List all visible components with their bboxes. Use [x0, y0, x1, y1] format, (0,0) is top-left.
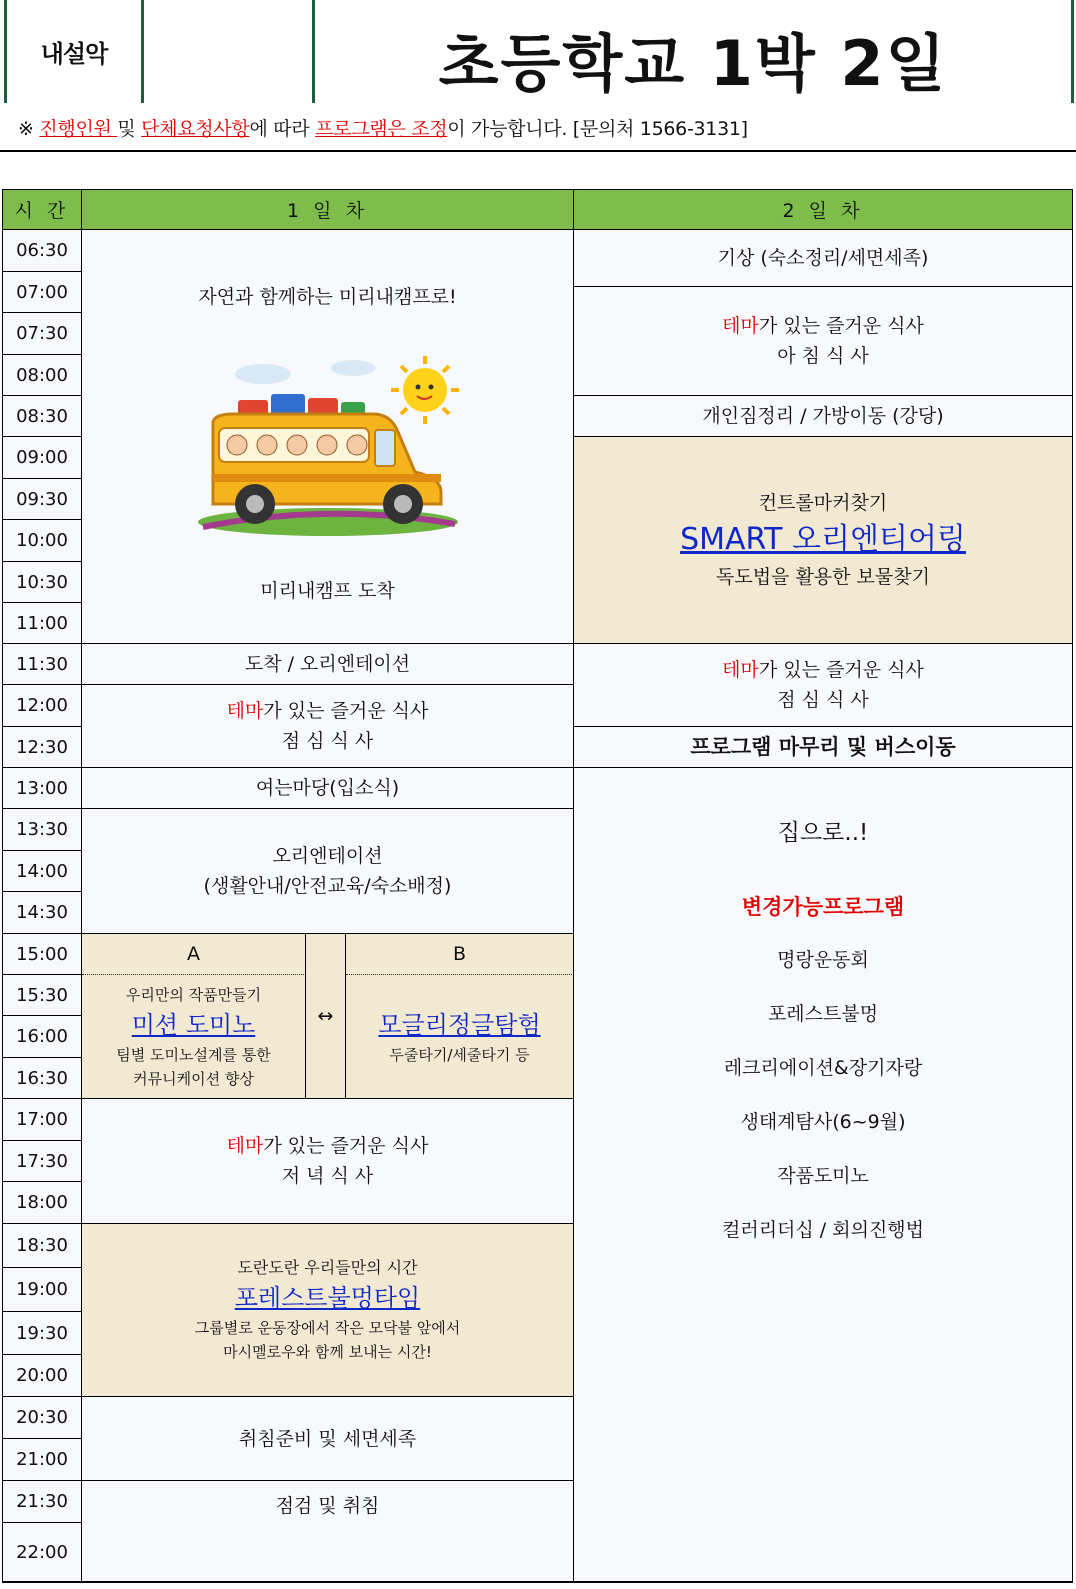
breakfast-theme-text: 가 있는 즐거운 식사: [758, 315, 924, 337]
time-slot: 19:00: [3, 1268, 82, 1312]
time-slot: 18:00: [3, 1182, 82, 1224]
dinner-name: 저 녁 식 사: [281, 1165, 374, 1187]
mission-domino-desc-1: 팀별 도미노설계를 통한: [116, 1045, 271, 1064]
school-bus-icon: [193, 352, 463, 546]
time-slot: 11:30: [3, 644, 82, 685]
day2-wrapup: 프로그램 마무리 및 버스이동: [574, 727, 1072, 768]
time-slot: 16:00: [3, 1016, 82, 1058]
program-mission-domino: [82, 975, 306, 1099]
time-slot: 21:30: [3, 1481, 82, 1523]
day1-bedtime: 점검 및 취침: [82, 1481, 574, 1582]
time-slot: 21:00: [3, 1439, 82, 1481]
time-slot: 11:00: [3, 603, 82, 644]
program-smart-orienteering: [574, 437, 1072, 644]
time-slot: 09:00: [3, 437, 82, 479]
d2-lunch-name: 점 심 식 사: [777, 689, 869, 711]
time-slot: 14:00: [3, 851, 82, 892]
time-slot: 06:30: [3, 230, 82, 272]
time-slot: 07:00: [3, 272, 82, 313]
notice-text-1: 및: [117, 118, 142, 140]
day1-orientation2: [82, 809, 574, 934]
day1-bedtime-prep: 취침준비 및 세면세족: [82, 1397, 574, 1481]
dinner-theme-text: 가 있는 즐거운 식사: [263, 1135, 429, 1157]
d2-lunch-theme-red: 테마: [722, 659, 759, 681]
time-slot: 22:00: [3, 1523, 82, 1582]
time-slot: 20:00: [3, 1355, 82, 1397]
notice-text-3: 이 가능합니다. [문의처 1566-3131]: [447, 118, 748, 140]
time-slot: 08:30: [3, 396, 82, 437]
day2-home: [574, 768, 1072, 1582]
day2-lunch: [574, 644, 1072, 727]
orientation2-title: 오리엔테이션: [272, 845, 383, 867]
time-slot: 17:00: [3, 1099, 82, 1141]
time-slot: 15:00: [3, 934, 82, 975]
arrival-label: 미리내캠프 도착: [260, 580, 395, 602]
time-slot: 13:30: [3, 809, 82, 851]
breakfast-theme-red: 테마: [722, 315, 759, 337]
lunch-theme-red: 테마: [226, 700, 264, 722]
divider: [0, 150, 1076, 152]
time-slot: 10:00: [3, 520, 82, 562]
mission-domino-small: 우리만의 작품만들기: [125, 985, 262, 1004]
camp-name-box: [4, 0, 144, 103]
changeable-program-item: 레크리에이션&장기자랑: [723, 1057, 923, 1079]
header-day2: 2 일 차: [574, 190, 1072, 230]
time-slot: 13:00: [3, 768, 82, 809]
changeable-program-item: 포레스트불멍: [767, 1003, 879, 1025]
page-title: 초등학교 1박 2일: [438, 27, 948, 100]
title-box: [312, 0, 1074, 103]
time-slot: 14:30: [3, 892, 82, 934]
notice-highlight-2: 단체요청사항: [141, 118, 250, 140]
orienteering-desc: 독도법을 활용한 보물찾기: [716, 566, 930, 588]
forest-fire-desc-2: 마시멜로우와 함께 보내는 시간!: [223, 1343, 432, 1361]
mowgli-jungle-title: 모글리정글탐험: [378, 1010, 541, 1039]
breakfast-name: 아 침 식 사: [777, 345, 869, 367]
time-slot: 17:30: [3, 1141, 82, 1182]
notice-highlight-1: 진행인원: [39, 118, 118, 140]
time-slot: 19:30: [3, 1312, 82, 1355]
camp-name: 내설악: [40, 40, 108, 68]
day1-orientation: 도착 / 오리엔테이션: [82, 644, 574, 685]
header-day1: 1 일 차: [82, 190, 574, 230]
mission-domino-desc-2: 커뮤니케이션 향상: [133, 1069, 254, 1088]
time-slot: 12:30: [3, 727, 82, 768]
day2-packing: 개인짐정리 / 가방이동 (강당): [574, 396, 1072, 437]
lunch-theme-text: 가 있는 즐거운 식사: [263, 700, 429, 722]
home-label: 집으로..!: [777, 820, 869, 846]
group-a-header: A: [82, 934, 306, 975]
day1-lunch: [82, 685, 574, 768]
day2-wakeup: 기상 (숙소정리/세면세족): [574, 230, 1072, 287]
time-slot: 20:30: [3, 1397, 82, 1439]
swap-arrow: ↔: [306, 934, 346, 1099]
time-slot: 10:30: [3, 562, 82, 603]
notice-line: [18, 114, 748, 141]
notice-text-2: 에 따라: [249, 118, 316, 140]
group-b-header: B: [346, 934, 574, 975]
forest-fire-title: 포레스트불멍타임: [234, 1284, 421, 1312]
changeable-programs-title: 변경가능프로그램: [741, 895, 905, 919]
day1-arrival: [82, 230, 574, 644]
mowgli-jungle-desc: 두줄타기/세줄타기 등: [389, 1045, 530, 1064]
time-slot: 12:00: [3, 685, 82, 727]
day1-dinner: [82, 1099, 574, 1224]
time-slot: 07:30: [3, 313, 82, 355]
time-slot: 16:30: [3, 1058, 82, 1099]
time-slot: 09:30: [3, 479, 82, 520]
d2-lunch-theme-text: 가 있는 즐거운 식사: [758, 659, 924, 681]
program-mowgli-jungle: [346, 975, 574, 1099]
arrival-caption: 자연과 함께하는 미리내캠프로!: [198, 286, 457, 308]
forest-fire-small: 도란도란 우리들만의 시간: [237, 1258, 418, 1277]
changeable-program-item: 명랑운동회: [777, 949, 869, 971]
notice-prefix: ※: [18, 118, 40, 140]
day2-breakfast: [574, 287, 1072, 396]
changeable-program-item: 컬러리더십 / 회의진행법: [721, 1219, 925, 1241]
time-slot: 15:30: [3, 975, 82, 1016]
program-forest-fire: [82, 1224, 574, 1397]
changeable-program-list: [722, 921, 924, 1269]
changeable-program-item: 작품도미노: [777, 1165, 869, 1187]
header-time: 시 간: [3, 190, 82, 230]
orientation2-sub: (생활안내/안전교육/숙소배정): [203, 875, 452, 897]
schedule-table: [2, 189, 1073, 1583]
lunch-name: 점 심 식 사: [281, 730, 374, 752]
day1-opening: 여는마당(입소식): [82, 768, 574, 809]
forest-fire-desc-1: 그룹별로 운동장에서 작은 모닥불 앞에서: [194, 1319, 461, 1337]
time-slot: 08:00: [3, 355, 82, 396]
changeable-program-item: 생태계탐사(6~9월): [740, 1111, 906, 1133]
mission-domino-title: 미션 도미노: [131, 1010, 256, 1039]
orienteering-small: 컨트롤마커찾기: [758, 492, 888, 514]
notice-highlight-3: 프로그램은 조정: [315, 118, 448, 140]
orienteering-title: SMART 오리엔티어링: [680, 522, 966, 557]
time-slot: 18:30: [3, 1224, 82, 1268]
dinner-theme-red: 테마: [226, 1135, 264, 1157]
